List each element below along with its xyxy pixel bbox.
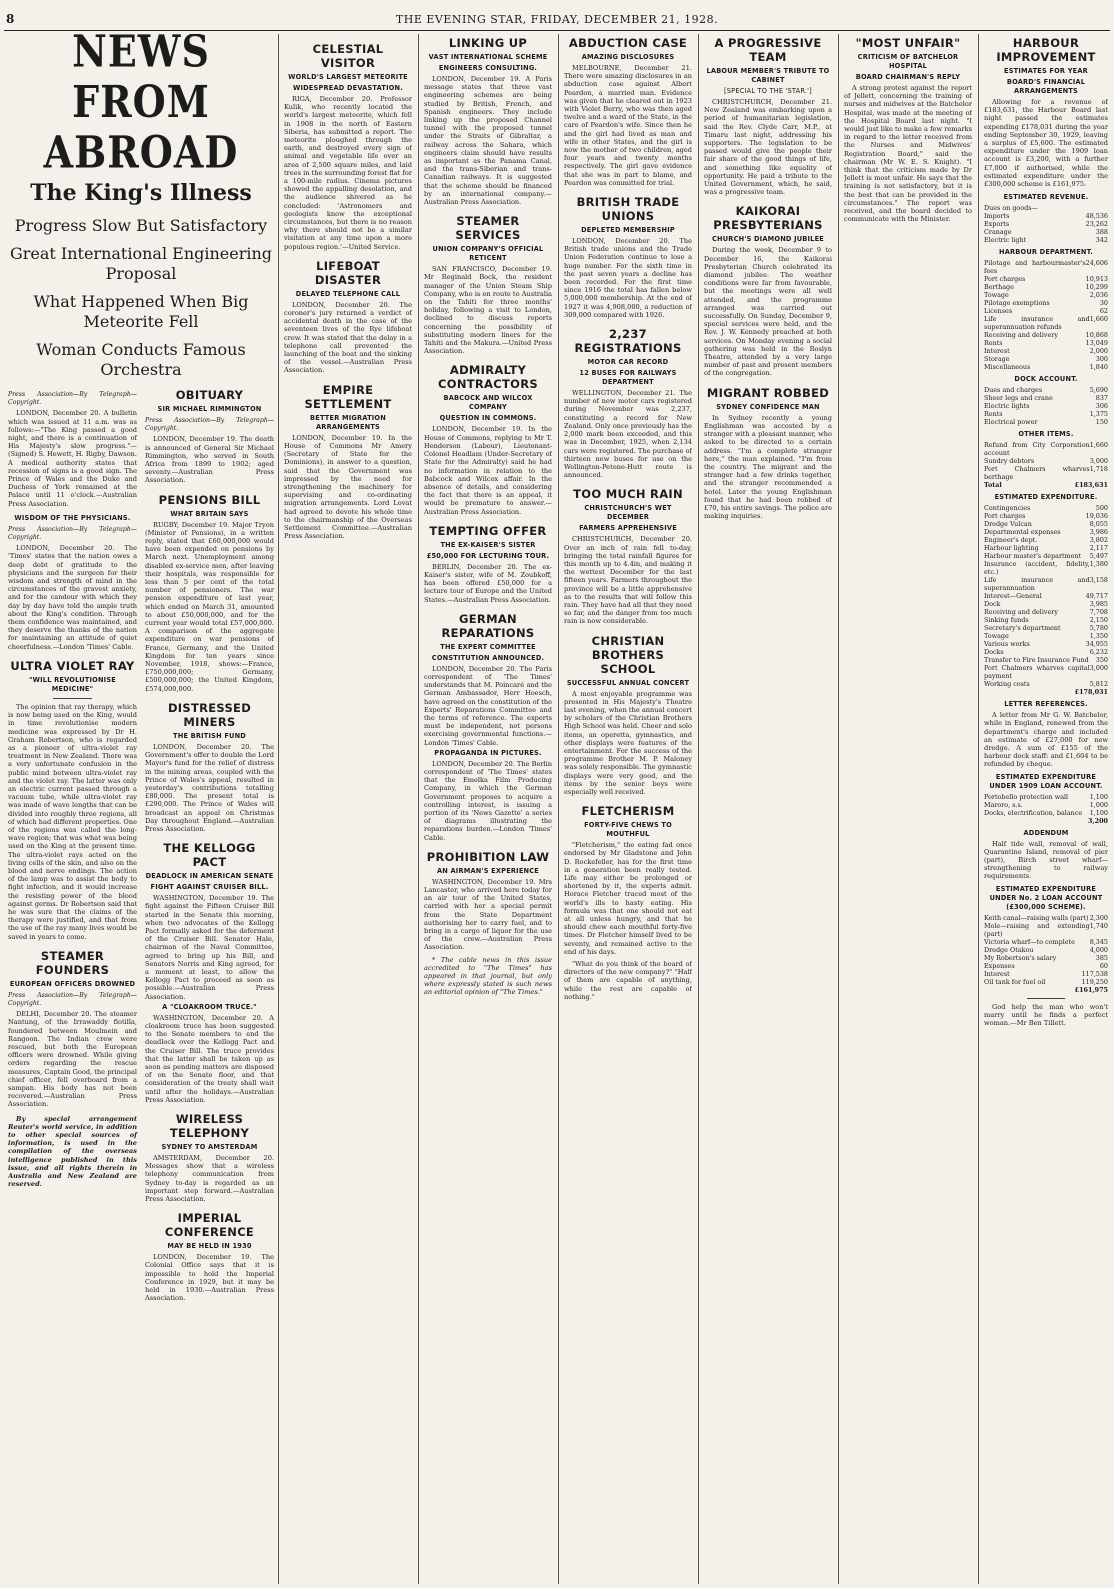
section-title: NEWS FROM ABROAD — [43, 34, 239, 178]
subheading: [SPECIAL TO THE 'STAR.'] — [724, 87, 812, 95]
headline: The King's Illness — [30, 180, 252, 206]
table-row: Transfer to Fire Insurance Fund 350 — [984, 656, 1108, 665]
article-body: WASHINGTON, December 20. A cloakroom truce has been suggested to the Senate members to end the deadlock over the Kellogg Pact and the Cruiser Bill. The truce provides that the latter shall be taken up as soon as pending matters are disposed of on the Senate floor, and that consideration of the treaty shall wait until after the holidays.—Australian Press Association. — [145, 1013, 274, 1104]
subheading: QUESTION IN COMMONS. — [439, 414, 537, 423]
table-row: Expenses 60 — [984, 961, 1108, 970]
editorial-note: * The cable news in this issue accredited to "The Times" has appeared in that journal, but only where expressly stated is such news an editorial opinion of "The Times." — [424, 955, 552, 997]
column-4 — [424, 34, 552, 1584]
table-row: Dues and charges 5,690 — [984, 386, 1108, 395]
subheading: 12 BUSES FOR RAILWAYS DEPARTMENT — [579, 369, 677, 387]
article-body: SAN FRANCISCO, December 19. Mr Reginald Bock, the resident manager of the Union Steam Ship Company, who is en route to Australia on the Tahiti for three months' holiday, following a visit to London, declined to discuss reports concerning the possibility of substituting modern liners for the Tahiti and the Makura.—United Press Association. — [424, 265, 552, 356]
table-row: Mole—raising and extending (part) 1,740 — [984, 921, 1108, 938]
table-row: Electrical power 150 — [984, 418, 1108, 427]
table-row: Electric light 342 — [984, 236, 1108, 245]
column-rule — [558, 34, 559, 1584]
table-row: Life insurance and superannuation 3,158 — [984, 576, 1108, 593]
table-row: Licenses 62 — [984, 307, 1108, 316]
subheading: WIDESPREAD DEVASTATION. — [293, 84, 403, 92]
article-body: LONDON, December 20. The Paris correspondent of 'The Times' understands that M. Poincaré and the German Ambassador, Herr Hoesch, have agreed on the constitution of the Experts' Reparations Committee and the terms of reference. The experts must be independent, not persons exercising governmental functions.—London 'Times' Cable. — [424, 664, 552, 747]
subheading: SIR MICHAEL RIMMINGTON — [157, 405, 262, 413]
table-row: Towage 2,036 — [984, 291, 1108, 300]
article-body: WASHINGTON, December 19. The fight against the Fifteen Cruiser Bill started in the Senate this morning, when two advocates of the Kellogg Pact formally asked for the deferment of the Cruiser Bill. Senator Hale, chairman of the Naval Committee, agreed to bring up his Bill, and Senators Norris and King agreed, for a moment at least, to allow the Kellogg Pact to proceed as soon as possible.—Australian Press Association. — [145, 894, 274, 1001]
table-heading: OTHER ITEMS. — [1018, 430, 1074, 439]
table-row: Interest 117,538 — [984, 969, 1108, 978]
table-row: Miscellaneous 1,840 — [984, 363, 1108, 372]
headline: A PROGRESSIVE TEAM — [714, 36, 822, 64]
headline: MIGRANT ROBBED — [706, 385, 830, 400]
table-total-row: £161,975 — [1074, 985, 1108, 994]
table-row: Dues on goods— — [984, 204, 1038, 213]
table-heading: DOCK ACCOUNT. — [1014, 375, 1078, 384]
article-body: A letter from Mr G. W. Batchelor, while in England, renewed from the department's charge and included an estimate of £27,000 for new dredge. A sum of £155 of the harbour dock staff: and £1,604 to be refunded by cheque. — [984, 711, 1108, 769]
table-row: Engineer's dept. 3,802 — [984, 536, 1108, 545]
filler-quote: God help the man who won't marry until he finds a perfect woman.—Mr Ben Tillett. — [984, 1002, 1108, 1028]
subheading: LABOUR MEMBER'S TRIBUTE TO CABINET — [706, 67, 830, 84]
table-row: Electric lights 306 — [984, 402, 1108, 411]
table-heading: ADDENDUM — [1023, 828, 1069, 837]
table-row: Pilotage and harbourmaster's fees 24,606 — [984, 259, 1108, 276]
headline: TEMPTING OFFER — [429, 523, 547, 538]
subheading: THE BRITISH FUND — [173, 731, 246, 740]
headline: FLETCHERISM — [581, 804, 675, 819]
subheading: CRITICISM OF BATCHELOR HOSPITAL — [857, 53, 959, 70]
subheading: MAY BE HELD IN 1930 — [167, 1242, 252, 1251]
headline: THE KELLOGG PACT — [163, 841, 256, 870]
subheading: BABCOCK AND WILCOX COMPANY — [443, 394, 533, 412]
article-body: RIGA, December 20. Professor Kulik, who recently located the world's largest meteorite, which fell in 1908 in the north of Eastern Siberia, has submitted a report. The meteorite ploughed through the earth, and destroyed every sign of animal and vegetable life over an area of 2,500 square miles, and laid trees in the surrounding forest flat for a 100-mile radius. Cinema pictures showed the appalling desolation, and the audience shivered as he concluded: 'Astronomers and geologists know the exceptional circumstances, but there is no reason why there should not be a similar visitation at any time upon a more populous region.'—United Service. — [284, 95, 412, 251]
table-row: Dredge Otakou 4,000 — [984, 945, 1108, 954]
table-row: Oil tank for fuel oil 119,250 — [984, 977, 1108, 986]
table-total-row: £178,031 — [1074, 688, 1108, 697]
article-body: In Sydney recently a young Englishman was accosted by a stranger with a pleasant manner, who asked to be directed to a certain address. "I'm a complete stranger here," the man explained. "I'm from the country. The migrant and the stranger had a few drinks together, and the stranger recommended a hotel. Later the young Englishman found that he had been robbed of £70, his entire savings. The police are making inquiries. — [704, 413, 832, 521]
article-body: RUGBY, December 19. Major Tryon (Minister of Pensions), in a written reply, stated that £60,000,000 would have been expended on pensions by March next. Unemployment among disabled ex-service men, after leaving their hospitals, was responsible for less than 5 per cent of the total number of pensioners. The war pension expenditure of last year, which ended on March 31, amounted to about £50,000,000, and for the current year would total £57,000,000. A comparison of the aggregate expenditure on war pensions of France, Germany, and the United Kingdom for ten years since November, 1918, shows:—France, £750,000,000; Germany, £500,000,000; the United Kingdom, £574,000,000. — [145, 520, 274, 693]
headline: CELESTIAL VISITOR — [312, 42, 384, 70]
table-row: Exports 23,262 — [984, 220, 1108, 229]
article-body: LONDON, December 20. The Berlin correspondent of 'The Times' states that the Emelka Film Producing Company, in which the German Government proposes to acquire a controlling interest, is issuing a portion of its 'News Gazette' a series of diagrams illustrating the reparations burden.—London 'Times' Cable. — [424, 759, 552, 842]
subheading: AMAZING DISCLOSURES — [581, 53, 675, 61]
subheading: FARMERS APPREHENSIVE — [579, 524, 677, 533]
column-rule — [978, 34, 979, 1584]
subheading: WISDOM OF THE PHYSICIANS. — [14, 513, 131, 522]
table-row: Keith canal—raising walls (part) 2,300 — [984, 913, 1108, 922]
page-number: 8 — [6, 12, 15, 26]
table-row: Rents 1,375 — [984, 410, 1108, 419]
harbour-department-table — [984, 259, 1108, 371]
masthead — [0, 12, 1114, 26]
column-rule — [698, 34, 699, 1584]
headline: DISTRESSED MINERS — [167, 700, 252, 729]
subheading: THE EXPERT COMMITTEE — [440, 642, 536, 651]
table-row: Towage 1,350 — [984, 632, 1108, 641]
table-row: Rents 13,049 — [984, 339, 1108, 348]
article-body: LONDON, December 20. The 'Times' states that the nation owes a deep debt of gratitude to the physicians and the surgeon for their wisdom and strength of mind in the circumstances of the gravest anxiety, and for the candour with which they day by day have told the ample truth about the King's condition. Through them confidence was maintained, and they deserve the thanks of the nation for maintaining an attitude of quiet cheerfulness.—London 'Times' Cable. — [8, 544, 137, 651]
deck: What Happened When Big Meteorite Fell — [33, 292, 249, 331]
table-row: Sundry debtors 3,000 — [984, 457, 1108, 466]
headline: 2,237 REGISTRATIONS — [574, 327, 682, 356]
article-body: Allowing for a revenue of £183,631, the Harbour Board last night passed the estimates expending £178,031 during the year ending September 30, 1929, leaving a surplus of £5,600. The estimated expenditure under the 1909 loan account is £3,200, with a further £7,000 if authorised, while the estimated expenditure under the £300,000 scheme is £161,975. — [984, 98, 1108, 189]
notice: By special arrangement Reuter's world service, in addition to other special sources of information, is used in the compilation of the overseas intelligence published in this issue, and all rights therein in Australia and New Zealand are reserved. — [8, 1114, 137, 1189]
article-body: CHRISTCHURCH, December 20. Over an inch of rain fell to-day, bringing the total rainfall figures for this month up to 4.4in, and making it the wettest December for the last fifteen years. Farmers throughout the province will be a little apprehensive as to the results that will follow this rain. They have had all that they need so far, and the danger from too much rain is now considerable. — [564, 535, 692, 626]
subheading: AN AIRMAN'S EXPERIENCE — [436, 866, 540, 875]
deck: Great International Engineering Proposal — [9, 244, 273, 283]
article-body: LONDON, December 19. The death is announced of General Sir Michael Rimmington, who served in South Africa from 1899 to 1902; aged seventy.—Australian Press Association. — [145, 435, 274, 485]
column-8 — [984, 34, 1108, 1584]
subheading: DELAYED TELEPHONE CALL — [295, 289, 401, 298]
headline: CHRISTIAN BROTHERS SCHOOL — [591, 633, 665, 676]
table-row: Port charges 10,913 — [984, 275, 1108, 284]
subheading: CHURCH'S DIAMOND JUBILEE — [712, 235, 824, 244]
table-row: Dock 3,985 — [984, 600, 1108, 609]
table-row: Life insurance and superannuation refunds 1,660 — [984, 315, 1108, 332]
article-body: WASHINGTON, December 19. Mrs Lancaster, who arrived here today for an air tour of the United States, carried with her a special permit from the State Department authorising her to carry fuel, and to bring in a cargo of liquor for the use of the crew.—Australian Press Association. — [424, 877, 552, 952]
article-body: WELLINGTON, December 21. The number of new motor cars registered during November was 2,237, constituting a record for New Zealand. Only once previously has the 2,000 mark been exceeded, and this was in December, 1925, when 2,134 cars were registered. The purchase of thirteen new buses for use on the Wellington-Petone-Hutt route is announced. — [564, 389, 692, 480]
dock-account-table — [984, 386, 1108, 426]
table-row: Interest—General 49,717 — [984, 592, 1108, 601]
column-7 — [844, 34, 972, 1584]
article-body: AMSTERDAM, December 20. Messages show that a wireless telephony communication from Sydney to-day is regarded as an important step forward.—Australian Press Association. — [145, 1154, 274, 1204]
subheading: WHAT BRITAIN SAYS — [170, 509, 249, 518]
subheading: SUCCESSFUL ANNUAL CONCERT — [566, 678, 690, 687]
headline: PROHIBITION LAW — [426, 849, 550, 864]
article-body: LONDON, December 20. The coroner's jury returned a verdict of accidental death in the case of the seventeen lives of the Rye lifeboat crew. It was stated that the delay in a telephone call prevented the launching of the boat and the sinking of the vessel.—Australian Press Association. — [284, 300, 412, 375]
table-row: Harbour lighting 2,117 — [984, 544, 1108, 553]
article-body: LONDON, December 20. The Government's offer to double the Lord Mayor's fund for the relief of distress in the mining areas, coupled with the Prince of Wales's appeal, resulted in yesterday's contributions totalling £80,000. The present total is £290,000. The Prince of Wales will broadcast an appeal on Christmas Day throughout England.—Australian Press Association. — [145, 742, 274, 833]
headline: TOO MUCH RAIN — [573, 487, 683, 502]
column-rule — [418, 34, 419, 1584]
table-row: Portobello protection wall 1,100 — [984, 792, 1108, 801]
subheading: ENGINEERS CONSULTING. — [438, 64, 538, 72]
headline: ABDUCTION CASE — [568, 36, 688, 50]
subheading: DEADLOCK IN AMERICAN SENATE — [145, 872, 274, 881]
table-row: Departmental expenses 3,986 — [984, 528, 1108, 537]
article-body: Half tide wall, removal of wall, Quarantine Island, removal of pier (part), Birch street wharf—strengthening to railway requirements. — [984, 839, 1108, 881]
subheading: MOTOR CAR RECORD — [587, 358, 669, 367]
deck: Woman Conducts Famous Orchestra — [36, 340, 246, 379]
table-row: Port Chalmers wharves capital payment 3,000 — [984, 664, 1108, 681]
loan-account-table — [984, 793, 1108, 825]
headline: STEAMER FOUNDERS — [35, 948, 110, 977]
table-row: Docks, electrification, balance 1,100 — [984, 808, 1108, 817]
table-heading: ESTIMATED EXPENDITURE UNDER No. 2 LOAN ACCOUNT (£300,000 SCHEME). — [989, 884, 1103, 911]
table-row: Insurance (accident, fidelity, etc.) 1,380 — [984, 560, 1108, 577]
subheading: "WILL REVOLUTIONISE MEDICINE" — [29, 675, 116, 693]
headline: WIRELESS TELEPHONY — [169, 1112, 250, 1140]
table-row: Harbour master's department 5,497 — [984, 552, 1108, 561]
subheading: THE EX-KAISER'S SISTER — [440, 540, 536, 549]
article-body: "Fletcherism," the eating fad once endorsed by Mr Gladstone and John D. Rockefeller, has for the first time in a generation been really tested. Life may either be prolonged or shortened by it, the experts admit. Horace Fletcher traced most of the world's ills to hasty eating. His formula was that one should not eat at all unless hungry, and that he should chew each mouthful forty-five times. Dr Fletcher himself lived to be seventy, and remained active to the end of his days. — [564, 841, 692, 956]
article-body: BERLIN, December 20. The ex-Kaiser's sister, wife of M. Zoubkoff, has been offered £50,000 for a lecture tour of Europe and the United States.—Australian Press Association. — [424, 562, 552, 604]
article-body: LONDON, December 19. A Paris message states that three vast engineering schemes are being studied by British, French, and Spanish engineers. They include linking up the proposed Channel tunnel with the proposed tunnel under the Straits of Gibraltar, a railway across the Sahara, which engineers claim should have results as important as the Panama Canal, and the trans-Siberian and trans-Canadian railways. It is suggested that the scheme should be financed by an international company.—Australian Press Association. — [424, 75, 552, 207]
article-body: During the week, December 9 to December 16, the Kaikorai Presbyterian Church celebrated its diamond jubilee. The weather conditions were far from favourable, but the meetings were all well attended, and the programme arranged was carried out successfully. On Sunday, December 9, special services were held, and the Rev. J. W. Kennedy preached at both services. On Monday evening a social gathering was held in the Roslyn Theatre, attended by a very large number of past and present members of the congregation. — [704, 246, 832, 378]
table-row: Sheer legs and crane 837 — [984, 394, 1108, 403]
table-row: Receiving and delivery 7,708 — [984, 608, 1108, 617]
headline: "MOST UNFAIR" — [855, 36, 961, 50]
table-row: Cranage 388 — [984, 228, 1108, 237]
table-row: Maroro, s.s. 1,000 — [984, 800, 1108, 809]
table-heading: ESTIMATED EXPENDITURE. — [994, 493, 1098, 502]
table-heading: LETTER REFERENCES. — [1004, 700, 1088, 709]
column-6 — [704, 34, 832, 1584]
table-row: Imports 48,536 — [984, 212, 1108, 221]
filler-quote: "What do you think of the board of directors of the new company?" "Half of them are capable of anything, while the rest are capable of nothing." — [564, 960, 692, 1001]
article-body: LONDON, December 19. The Colonial Office says that it is impossible to hold the Imperial Conference in 1929, but it may be held in 1930.—Australian Press Association. — [145, 1253, 274, 1303]
subheading: £50,000 FOR LECTURING TOUR. — [426, 551, 550, 560]
table-heading: ESTIMATED REVENUE. — [1003, 193, 1089, 202]
table-row: Port Chalmers wharves berthage 1,718 — [984, 465, 1108, 482]
credit-line: Press Association—By Telegraph—Copyright. — [8, 525, 137, 542]
article-body: LONDON, December 19. In the House of Commons Mr Amery (Secretary of State for the Dominions), in answer to a question, said that the Government was impressed by the need for strengthening the machinery for supervising and co-ordinating migration arrangements. Lord Lovat had agreed to devote his whole time to the chairmanship of the Overseas Settlement Committee.—Australian Press Association. — [284, 433, 412, 541]
table-row: Berthage 10,299 — [984, 283, 1108, 292]
headline: ULTRA VIOLET RAY — [10, 658, 135, 673]
article-body: MELBOURNE, December 21. There were amazing disclosures in an abduction case against Albert Peardon, a married man. Evidence was given that he cleared out in 1923 with Violet Berry, who was then aged twelve and a ward of the State, in the care of Peardon's wife. Since then he and the girl had lived as man and wife in other States, and the girl is now the mother of two children, aged four years and twenty months respectively. The girl gave evidence that she was in part to blame, and Peardon was committed for trial. — [564, 64, 692, 187]
table-row: Refund from City Corporation account 1,660 — [984, 441, 1108, 458]
article-body: LONDON, December 20. The British trade unions and the Trade Union Federation continue to lose a huge number. For the sixth time in the past seven years a decline has been recorded. For the first time since 1916 the total has fallen below 5,000,000 membership. At the end of 1927 it was 4,908,000, a reduction of 309,000 compared with 1926. — [564, 237, 692, 319]
column-news-from-abroad — [8, 34, 274, 1584]
column-5 — [564, 34, 692, 1584]
article-body: LONDON, December 20. A bulletin which was issued at 11 a.m. was as follows:—"The King passed a good night, and there is a continuation of His Majesty's slow progress."—(Signed) S. Hewett, H. Rigby, Dawson. A medical authority states that recession of signs is a good sign. The Prince of Wales and the Duke and Duchess of York remained at the Palace until 11 o'clock.—Australian Press Association. — [8, 409, 137, 508]
article-body: LONDON, December 19. In the House of Commons, replying to Mr T. Henderson (Labour), Lieutenant-Colonel Headlam (Under-Secretary of State for the Admiralty) said he had no information in relation to the Babcock and Wilcox affair. In the absence of details, and considering the fact that there is an appeal, it would be premature to answer.—Australian Press Association. — [424, 425, 552, 516]
table-row: Secretary's department 5,780 — [984, 624, 1108, 633]
headline: BRITISH TRADE UNIONS — [576, 195, 680, 224]
headline: ADMIRALTY CONTRACTORS — [438, 363, 538, 392]
article-body: A most enjoyable programme was presented in His Majesty's Theatre last evening, when the annual concert by scholars of the Christian Brothers High School was held. Cheer and solo items, an operetta, gymnastics, and other displays were features of the entertainment. For the success of the programme Brother M. P. Maloney was solely responsible. The gymnastic displays were very good, and the items by the senior boys were especially well received. — [564, 689, 692, 796]
subcolumn — [145, 388, 274, 1302]
column-rule — [838, 34, 839, 1584]
headline: HARBOUR IMPROVEMENT — [996, 36, 1096, 64]
subheading: PROPAGANDA IN PICTURES. — [434, 748, 542, 757]
subheading: BETTER MIGRATION ARRANGEMENTS — [310, 413, 386, 431]
table-row: My Robertson's salary 385 — [984, 953, 1108, 962]
table-row: Dredge Vulcan 8,055 — [984, 520, 1108, 529]
subheading: BOARD'S FINANCIAL ARRANGEMENTS — [1006, 78, 1086, 95]
divider — [53, 698, 92, 699]
credit-line: Press Association—By Telegraph—Copyright. — [8, 991, 137, 1007]
subheading: CHRISTCHURCH'S WET DECEMBER — [584, 504, 672, 522]
subheading: SYDNEY TO AMSTERDAM — [161, 1143, 258, 1151]
headline: IMPERIAL CONFERENCE — [164, 1211, 255, 1240]
table-row: Port charges 19,036 — [984, 512, 1108, 521]
table-row: Docks 6,232 — [984, 648, 1108, 657]
table-total-row: 3,200 — [1087, 816, 1108, 825]
subheading: BOARD CHAIRMAN'S REPLY — [855, 73, 961, 81]
table-row: Receiving and delivery 10,868 — [984, 331, 1108, 340]
column-rule — [278, 34, 279, 1584]
column-3 — [284, 34, 412, 1584]
subheading: EUROPEAN OFFICERS DROWNED — [9, 979, 136, 988]
article-body: The opinion that ray therapy, which is now being used on the King, would in time revolutionise modern medicine was expressed by Dr H. Graham Robertson, who is regarded as a pioneer of ultra-violet ray treatment in New Zealand. There was a very unfortunate confusion in the public mind between ultra-violet ray and the violet ray. The latter was only an electric current passed through a vacuum tube, while ultra-violet ray was made of wave lengths that can be divided into roughly three regions, all of which had different properties. One of the regions was called the long-wave region; that was what was being used on the King at the present time. The ultra-violet rays acted on the living cells of the skin, and also on the blood and nerve endings. The action of the lamp was to assist the body to fight infection, and it would increase the resisting power of the blood against germs. Dr Robertson said that he was sure that the claims of the therapy were justified, and that from the use of the ray many lives would be saved in years to come. — [8, 702, 137, 941]
headline: GERMAN REPARATIONS — [441, 611, 535, 640]
expenditure-table — [984, 504, 1108, 696]
headline: KAIKORAI PRESBYTERIANS — [713, 204, 823, 233]
headline: PENSIONS BILL — [158, 492, 261, 507]
scheme-table — [984, 914, 1108, 994]
divider — [1027, 998, 1064, 999]
credit-line: Press Association—By Telegraph—Copyright. — [145, 417, 274, 433]
table-row: Victoria wharf—to complete 8,345 — [984, 937, 1108, 946]
other-items-table — [984, 441, 1108, 489]
table-row: Working costs 5,812 — [984, 680, 1108, 689]
table-row: Various works 34,955 — [984, 640, 1108, 649]
subheading: FORTY-FIVE CHEWS TO MOUTHFUL — [584, 821, 672, 839]
table-heading: HARBOUR DEPARTMENT. — [998, 248, 1094, 257]
subheading: CONSTITUTION ANNOUNCED. — [431, 653, 545, 662]
subheading: FIGHT AGAINST CRUISER BILL. — [150, 883, 269, 892]
article-body: A strong protest against the report of Jellett, concerning the training of nurses and midwives at the Batchelor Hospital, was made at the meeting of the Hospital Board last night. "I would just like to make a few remarks in regard to the letter received from the Nurses and Midwives' Registration Board," said the chairman (Mr W. E. S. Knight). "I think that the criticism made by Dr Jellett is most unfair. He says that the training is not satisfactory, but it is the best that can be provided in the circumstances." The report was received, and the board decided to communicate with the Minister. — [844, 84, 972, 224]
table-total-row: Total £183,631 — [984, 481, 1108, 490]
table-row: Storage 300 — [984, 355, 1108, 364]
article-body: CHRISTCHURCH, December 21. New Zealand was embarking upon a period of humanitarian legislation, said the Rev. Clyde Carr, M.P., at Timaru last night, addressing his supporters. The legislation to be passed would give the people their fair share of the good things of life, and something like equality of opportunity. He paid a tribute to the United Government, which, he said, was a progressive team. — [704, 98, 832, 197]
table-heading: ESTIMATED EXPENDITURE UNDER 1909 LOAN ACCOUNT. — [989, 772, 1103, 790]
subheading: WORLD'S LARGEST METEORITE — [288, 73, 408, 81]
subheading: A "CLOAKROOM TRUCE." — [162, 1002, 257, 1011]
subheading: UNION COMPANY'S OFFICIAL RETICENT — [432, 245, 544, 263]
article-body: DELHI, December 20. The steamer Nantung, of the Irrawaddy flotilla, foundered between Moulmein and Rangoon. The Indian crew were rescued, but both the European officers were drowned. While giving orders regarding the rescue measures, Captain Good, the principal chief officer, fell overboard from a sampan. His body has not been recovered.—Australian Press Association. — [8, 1010, 137, 1109]
dateline: THE EVENING STAR, FRIDAY, DECEMBER 21, 1928. — [395, 13, 719, 26]
headline: OBITUARY — [175, 388, 244, 402]
revenue-table — [984, 204, 1108, 244]
subheading: ESTIMATES FOR YEAR — [1004, 67, 1088, 75]
subcolumn — [8, 388, 137, 1302]
subheading: DEPLETED MEMBERSHIP — [581, 226, 675, 235]
table-row: Interest 2,000 — [984, 347, 1108, 356]
table-row: Sinking funds 2,150 — [984, 616, 1108, 625]
subheading: SYDNEY CONFIDENCE MAN — [716, 402, 820, 411]
masthead-rule — [4, 30, 1110, 31]
table-row: Pilotage exemptions 30 — [984, 299, 1108, 308]
headline: STEAMER SERVICES — [455, 214, 521, 243]
subheading: VAST INTERNATIONAL SCHEME — [428, 53, 548, 61]
credit-line: Press Association—By Telegraph—Copyright. — [8, 391, 137, 407]
headline: LINKING UP — [448, 36, 528, 50]
deck: Progress Slow But Satisfactory — [14, 216, 268, 235]
headline: LIFEBOAT DISASTER — [314, 258, 382, 287]
headline: EMPIRE SETTLEMENT — [304, 382, 392, 411]
table-row: Contingencies 500 — [984, 504, 1108, 513]
